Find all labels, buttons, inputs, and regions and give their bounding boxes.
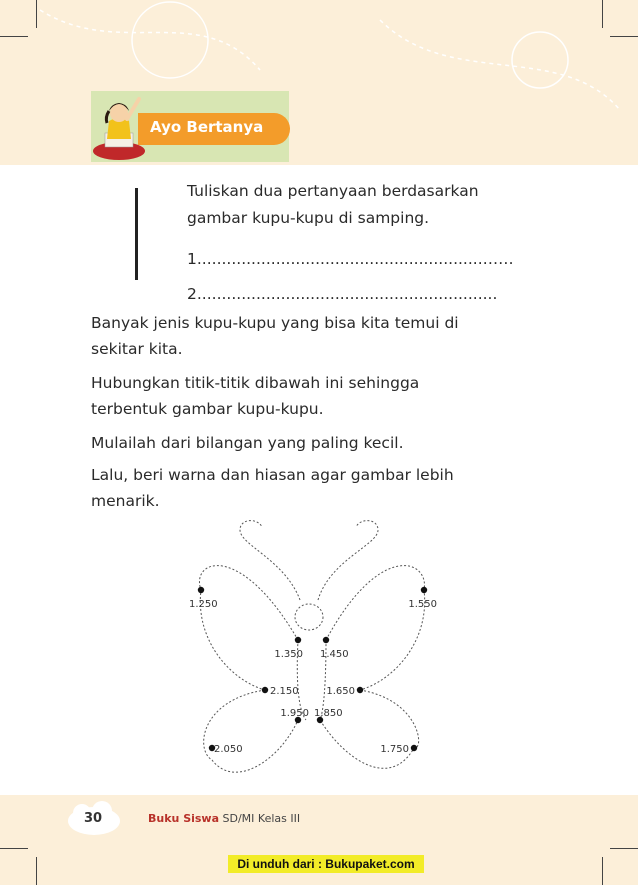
butterfly-dot-label: 1.350 bbox=[274, 649, 303, 660]
paragraph-4-line-1: Lalu, beri warna dan hiasan agar gambar lebih bbox=[91, 466, 454, 484]
butterfly-dot[interactable] bbox=[357, 687, 363, 693]
answer-line-1[interactable]: 1..........................................................…… bbox=[187, 250, 514, 268]
butterfly-dot-label: 1.650 bbox=[326, 686, 355, 697]
instruction-line-2: gambar kupu-kupu di samping. bbox=[187, 209, 430, 227]
footer-book-bold: Buku Siswa bbox=[148, 812, 220, 825]
butterfly-dot[interactable] bbox=[323, 637, 329, 643]
butterfly-dot[interactable] bbox=[295, 637, 301, 643]
paragraph-2-line-2: terbentuk gambar kupu-kupu. bbox=[91, 400, 324, 418]
instruction-line-1: Tuliskan dua pertanyaan berdasarkan bbox=[187, 182, 479, 200]
butterfly-dot-label: 1.550 bbox=[408, 599, 437, 610]
butterfly-dot[interactable] bbox=[262, 687, 268, 693]
butterfly-dot-label: 2.150 bbox=[270, 686, 299, 697]
page-number: 30 bbox=[84, 811, 103, 826]
butterfly-dot-label: 1.750 bbox=[380, 744, 409, 755]
butterfly-dot-label: 1.950 bbox=[280, 708, 309, 719]
butterfly-dot-label: 1.450 bbox=[320, 649, 349, 660]
butterfly-dot-label: 1.250 bbox=[189, 599, 218, 610]
paragraph-1-line-1: Banyak jenis kupu-kupu yang bisa kita temui di bbox=[91, 314, 459, 332]
download-banner[interactable]: Di unduh dari : Bukupaket.com bbox=[228, 855, 424, 873]
butterfly-dot-label: 2.050 bbox=[214, 744, 243, 755]
paragraph-3: Mulailah dari bilangan yang paling kecil. bbox=[91, 434, 404, 452]
ayo-bertanya-label: Ayo Bertanya bbox=[150, 118, 264, 136]
butterfly-dot-label: 1.850 bbox=[314, 708, 343, 719]
paragraph-2-line-1: Hubungkan titik-titik dibawah ini sehingga bbox=[91, 374, 420, 392]
answer-line-2[interactable]: 2............................................................. bbox=[187, 285, 498, 303]
paragraph-4-line-2: menarik. bbox=[91, 492, 160, 510]
footer-book-title bbox=[148, 812, 300, 825]
butterfly-dot[interactable] bbox=[421, 587, 427, 593]
butterfly-dot[interactable] bbox=[411, 745, 417, 751]
butterfly-dot[interactable] bbox=[198, 587, 204, 593]
footer-book-rest: SD/MI Kelas III bbox=[219, 812, 301, 825]
paragraph-1-line-2: sekitar kita. bbox=[91, 340, 183, 358]
